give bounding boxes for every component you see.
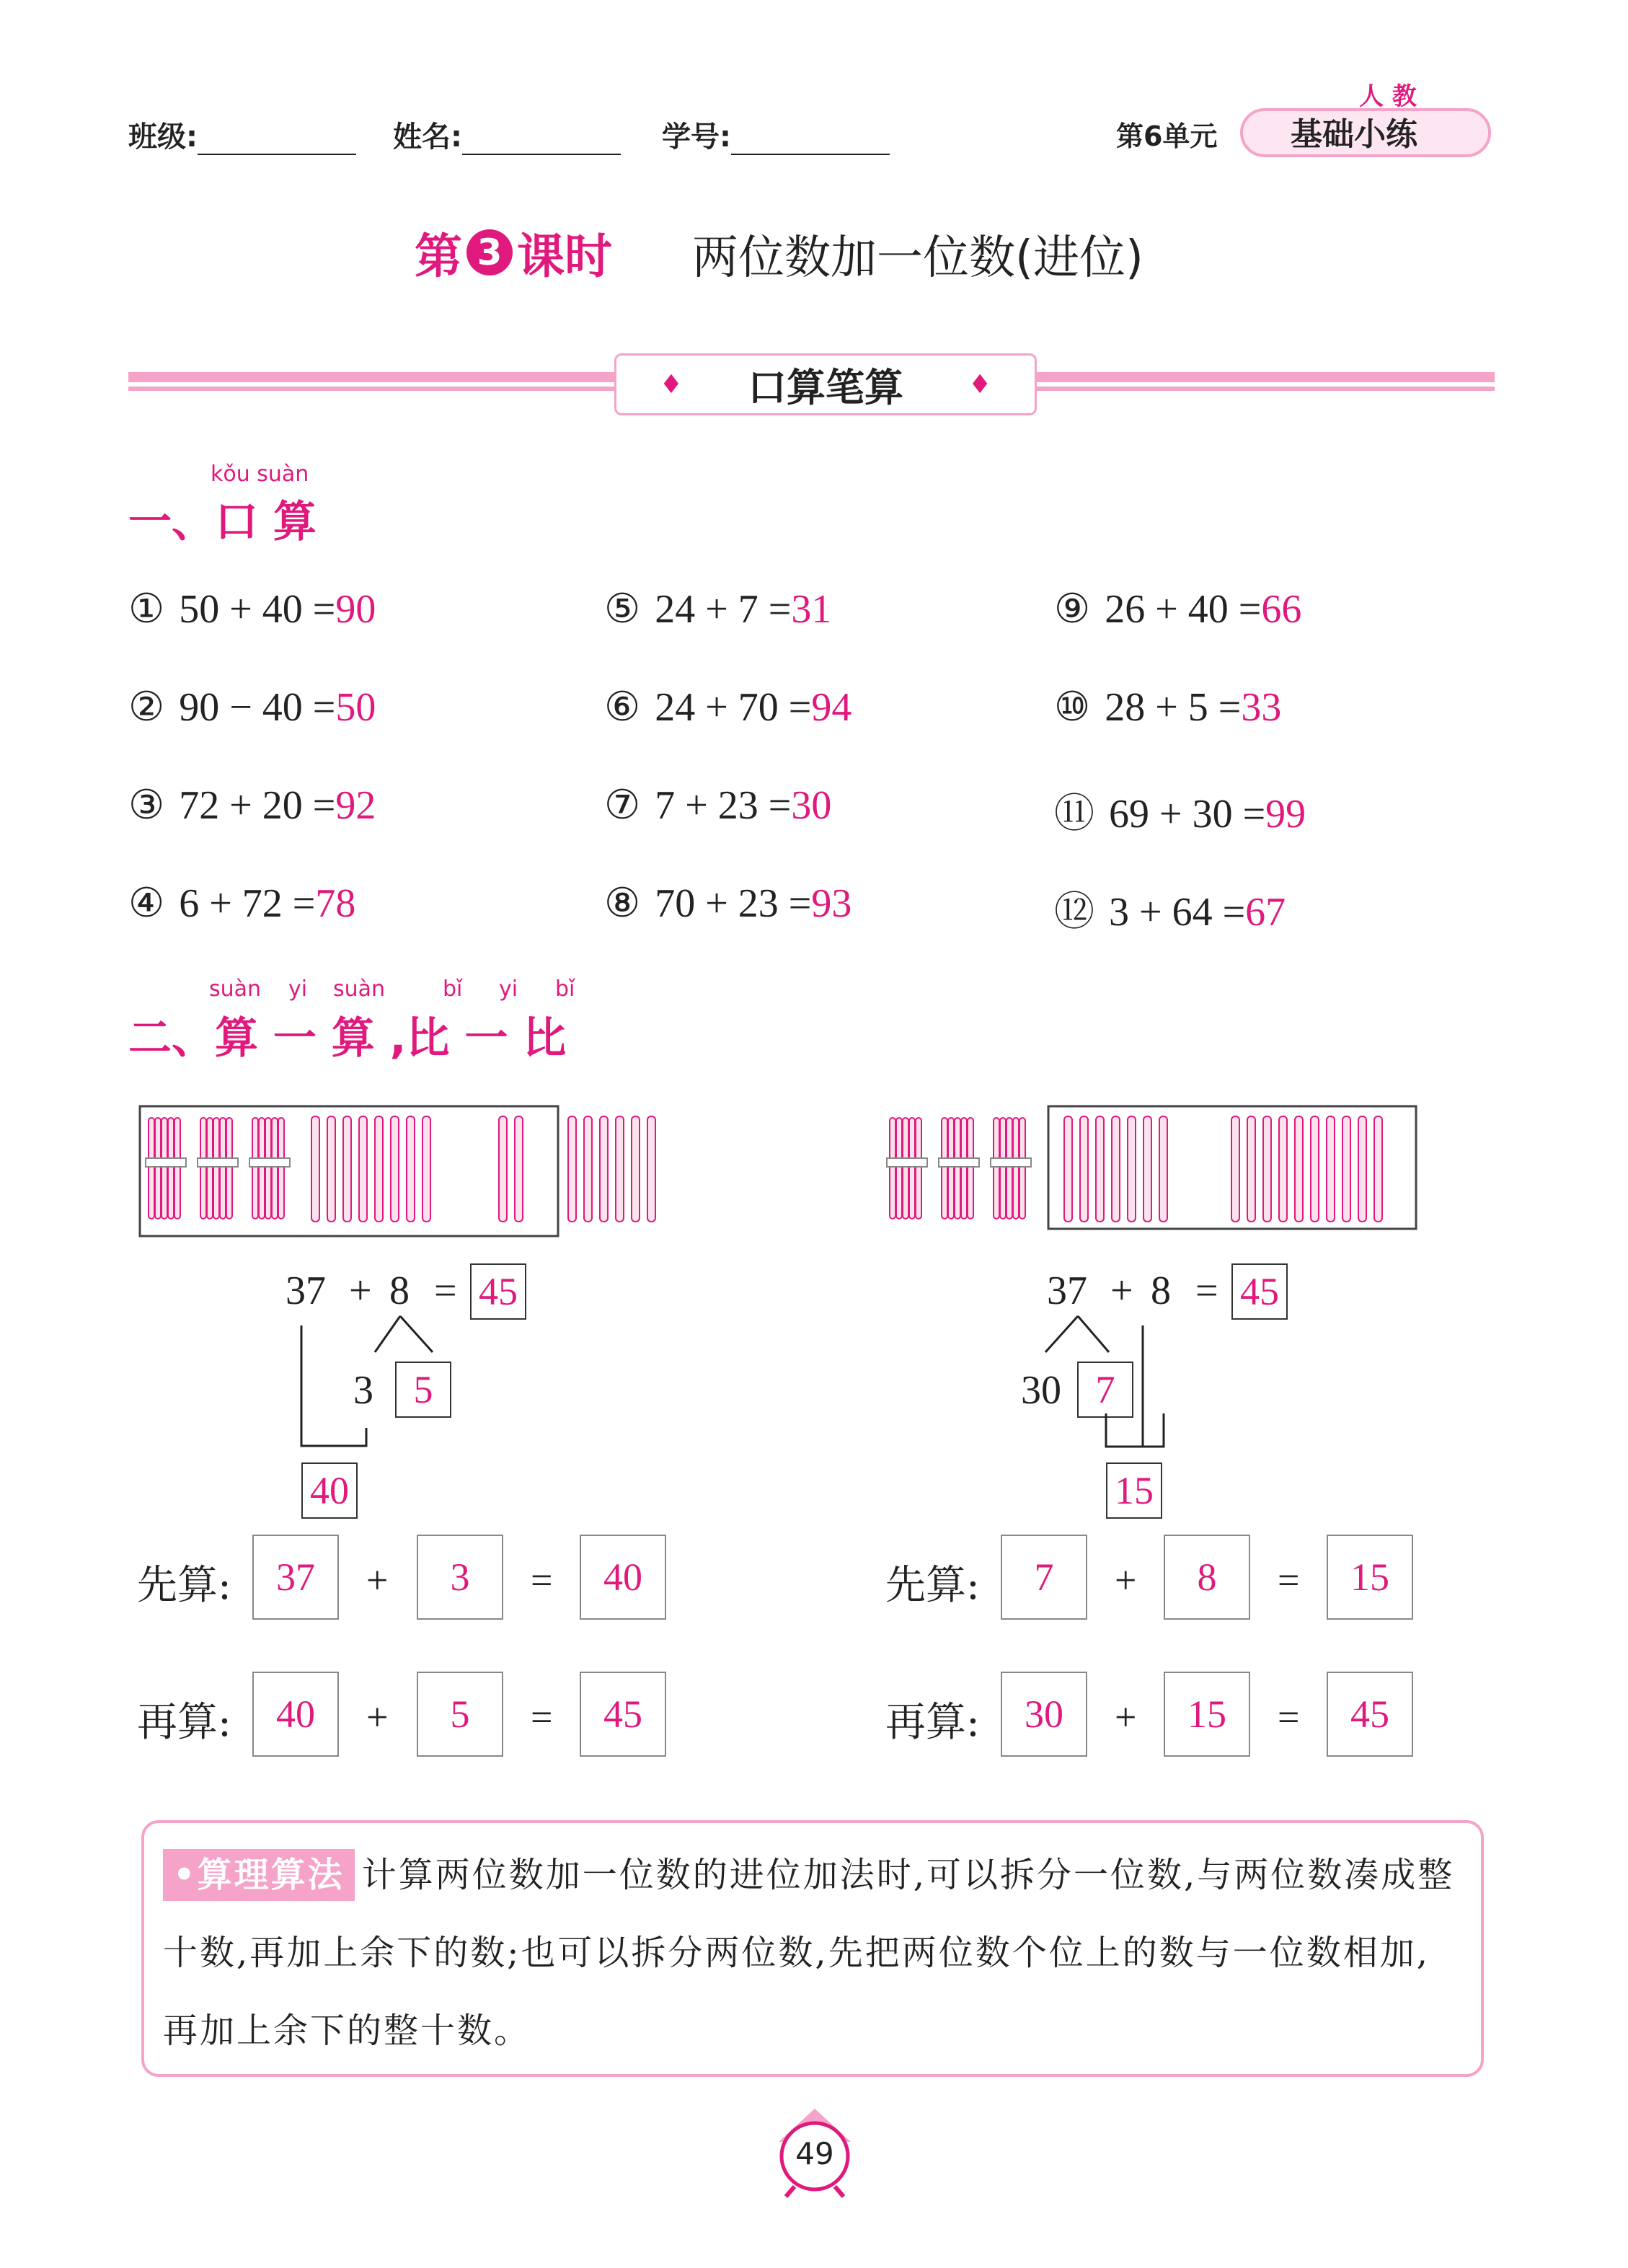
right-first-a[interactable]: 7 [1001,1535,1087,1620]
lesson-label: 第 3 课时 [415,229,612,284]
mental-math-item [604,782,831,829]
single-stick [1231,1116,1239,1222]
single-stick [423,1116,430,1222]
banner-box [614,353,1037,415]
pinyin-bi: bǐ [443,976,463,1002]
right-then-b[interactable]: 15 [1164,1672,1250,1757]
single-stick [1247,1116,1255,1222]
item-expression: 70 + 23 = [655,881,812,926]
single-stick [568,1116,576,1222]
item-answer[interactable]: 78 [315,881,356,926]
right-first-plus: + [1115,1558,1137,1602]
stick-bundle [198,1118,238,1219]
mental-math-item [604,684,851,731]
right-eq-plus: + [1110,1268,1133,1313]
right-eq-a: 37 [1047,1268,1087,1313]
pinyin-suan2: suàn [333,976,386,1002]
item-number: ⑫ [1054,890,1094,935]
class-field[interactable] [198,125,356,155]
left-eq-equals: = [434,1268,457,1313]
right-then-label: 再算: [885,1699,980,1746]
mental-math-item [128,684,376,731]
right-join-lines [1096,1413,1168,1457]
left-first-label: 先算: [137,1562,231,1609]
item-answer[interactable]: 99 [1265,792,1306,837]
left-first-plus: + [366,1558,389,1602]
left-then-equals: = [531,1695,553,1739]
right-first-label: 先算: [885,1562,980,1609]
pinyin-bi2: bǐ [555,976,575,1002]
id-field[interactable] [731,125,890,155]
left-then-a[interactable]: 40 [252,1672,339,1757]
lesson-title: 两位数加一位数(进位) [692,231,1143,285]
item-expression: 69 + 30 = [1109,792,1266,837]
item-number: ④ [128,881,165,926]
item-answer[interactable]: 67 [1245,890,1286,935]
single-stick [632,1116,640,1222]
item-answer[interactable]: 31 [791,587,832,632]
tip-body: 计算两位数加一位数的进位加法时,可以拆分一位数,与两位数凑成整十数,再加上余下的数;也可以拆分两位数,先把两位数个位上的数与一位数相加,再加上余下的整十数。 [163,1855,1455,2051]
left-first-b[interactable]: 3 [417,1535,503,1620]
single-stick [1374,1116,1382,1222]
single-stick [1279,1116,1287,1222]
left-first-equals: = [531,1558,553,1602]
single-stick [375,1116,383,1222]
item-expression: 72 + 20 = [179,783,336,828]
single-stick [1327,1116,1335,1222]
mental-math-item [1054,684,1281,731]
stick-bundle [991,1118,1031,1219]
single-stick [1263,1116,1271,1222]
item-answer[interactable]: 33 [1241,685,1282,730]
item-number: ⑦ [604,783,641,828]
diamond-icon: ♦ [968,369,992,400]
single-stick [647,1116,655,1222]
tip-box [141,1820,1484,2077]
right-split-a: 30 [1021,1368,1061,1413]
item-number: ⑨ [1054,587,1091,632]
item-answer[interactable]: 50 [335,685,376,730]
item-expression: 26 + 40 = [1105,587,1262,632]
right-eq-equals: = [1195,1268,1218,1313]
left-eq-plus: + [349,1268,372,1313]
unit-label: 第6单元 [1116,120,1218,152]
single-stick [600,1116,608,1222]
lesson-number: 3 [466,229,513,275]
name-label: 姓名: [393,114,621,155]
single-stick [616,1116,624,1222]
pinyin-yi: yi [288,976,308,1002]
item-answer[interactable]: 90 [335,587,376,632]
right-then-plus: + [1115,1695,1137,1739]
left-eq-a: 37 [286,1268,326,1313]
single-stick [407,1116,415,1222]
single-stick [1064,1116,1072,1222]
stick-bundle [249,1118,290,1219]
pinyin-yi2: yi [499,976,518,1002]
item-number: ① [128,587,165,632]
left-eq-b: 8 [389,1268,410,1313]
sticks-illustration-right [880,1096,1428,1240]
item-expression: 90 − 40 = [179,685,336,730]
brand-top: 人 教 [1359,82,1417,111]
banner-title: 口算笔算 [748,364,903,410]
item-number: ⑩ [1054,685,1091,730]
left-sum-box[interactable]: 40 [301,1462,358,1519]
left-first-result[interactable]: 40 [580,1535,666,1620]
stick-bundle [939,1118,979,1219]
single-stick [391,1116,399,1222]
mental-math-item [1054,880,1286,937]
left-first-a[interactable]: 37 [252,1535,339,1620]
section1-pinyin: kǒu suàn [211,462,309,487]
section1-title: 一、口 算 [128,497,317,547]
right-then-equals: = [1278,1695,1300,1739]
item-expression: 24 + 7 = [655,587,792,632]
left-then-b[interactable]: 5 [417,1672,503,1757]
single-stick [499,1116,507,1222]
item-expression: 28 + 5 = [1105,685,1242,730]
stick-bundle [887,1118,927,1219]
item-number: ⑤ [604,587,641,632]
single-stick [1342,1116,1350,1222]
item-answer[interactable]: 66 [1261,587,1302,632]
mental-math-item [128,880,355,927]
single-stick [1358,1116,1366,1222]
item-number: ② [128,685,165,730]
mental-math-item [1054,782,1306,839]
left-result-box[interactable]: 45 [470,1263,526,1320]
id-label: 学号: [662,114,890,155]
item-expression: 24 + 70 = [655,685,812,730]
single-stick [1096,1116,1104,1222]
right-first-result[interactable]: 15 [1327,1535,1413,1620]
pinyin-suan: suàn [209,976,262,1002]
single-stick [1159,1116,1167,1222]
left-then-plus: + [366,1695,389,1739]
left-split-box[interactable]: 5 [395,1362,451,1418]
item-number: ⑥ [604,685,641,730]
name-field[interactable] [462,125,621,155]
item-number: ⑪ [1054,792,1094,837]
single-stick [1080,1116,1088,1222]
item-answer[interactable]: 92 [335,783,376,828]
right-sum-box[interactable]: 15 [1106,1462,1162,1519]
left-then-result[interactable]: 45 [580,1672,666,1757]
mental-math-item [128,586,376,632]
tip-text [163,1836,1462,2070]
single-stick [311,1116,319,1222]
single-stick [1112,1116,1120,1222]
left-split-a: 3 [353,1368,373,1413]
single-stick [515,1116,523,1222]
item-answer[interactable]: 94 [811,685,852,730]
page-number: 49 [795,2136,834,2171]
single-stick [359,1116,367,1222]
stick-bundle [146,1118,186,1219]
diamond-icon: ♦ [659,369,683,400]
class-label: 班级: [128,114,356,155]
item-number: ③ [128,783,165,828]
mental-math-item [604,586,831,632]
item-expression: 6 + 72 = [179,881,316,926]
single-stick [1295,1116,1303,1222]
item-answer[interactable]: 93 [811,881,852,926]
left-then-label: 再算: [137,1699,231,1746]
mental-math-item [128,782,376,829]
item-answer[interactable]: 30 [791,783,832,828]
single-stick [1143,1116,1151,1222]
mental-math-item [1054,586,1301,632]
right-then-result[interactable]: 45 [1327,1672,1413,1757]
item-expression: 3 + 64 = [1109,890,1246,935]
single-stick [327,1116,335,1222]
right-then-a[interactable]: 30 [1001,1672,1087,1757]
brand-title: 基础小练 [1291,116,1417,153]
sticks-illustration-left [130,1096,678,1240]
item-expression: 7 + 23 = [655,783,792,828]
section2-title: 二、算 一 算 ,比 一 比 [128,1013,567,1064]
item-expression: 50 + 40 = [179,587,336,632]
single-stick [343,1116,351,1222]
right-split-box[interactable]: 7 [1077,1362,1133,1418]
right-first-b[interactable]: 8 [1164,1535,1250,1620]
single-stick [584,1116,592,1222]
tip-label: •算理算法 [163,1849,355,1901]
right-eq-b: 8 [1151,1268,1171,1313]
single-stick [1311,1116,1319,1222]
single-stick [1128,1116,1136,1222]
right-result-box[interactable]: 45 [1231,1263,1288,1320]
item-number: ⑧ [604,881,641,926]
right-first-equals: = [1278,1558,1300,1602]
mental-math-item [604,880,851,927]
